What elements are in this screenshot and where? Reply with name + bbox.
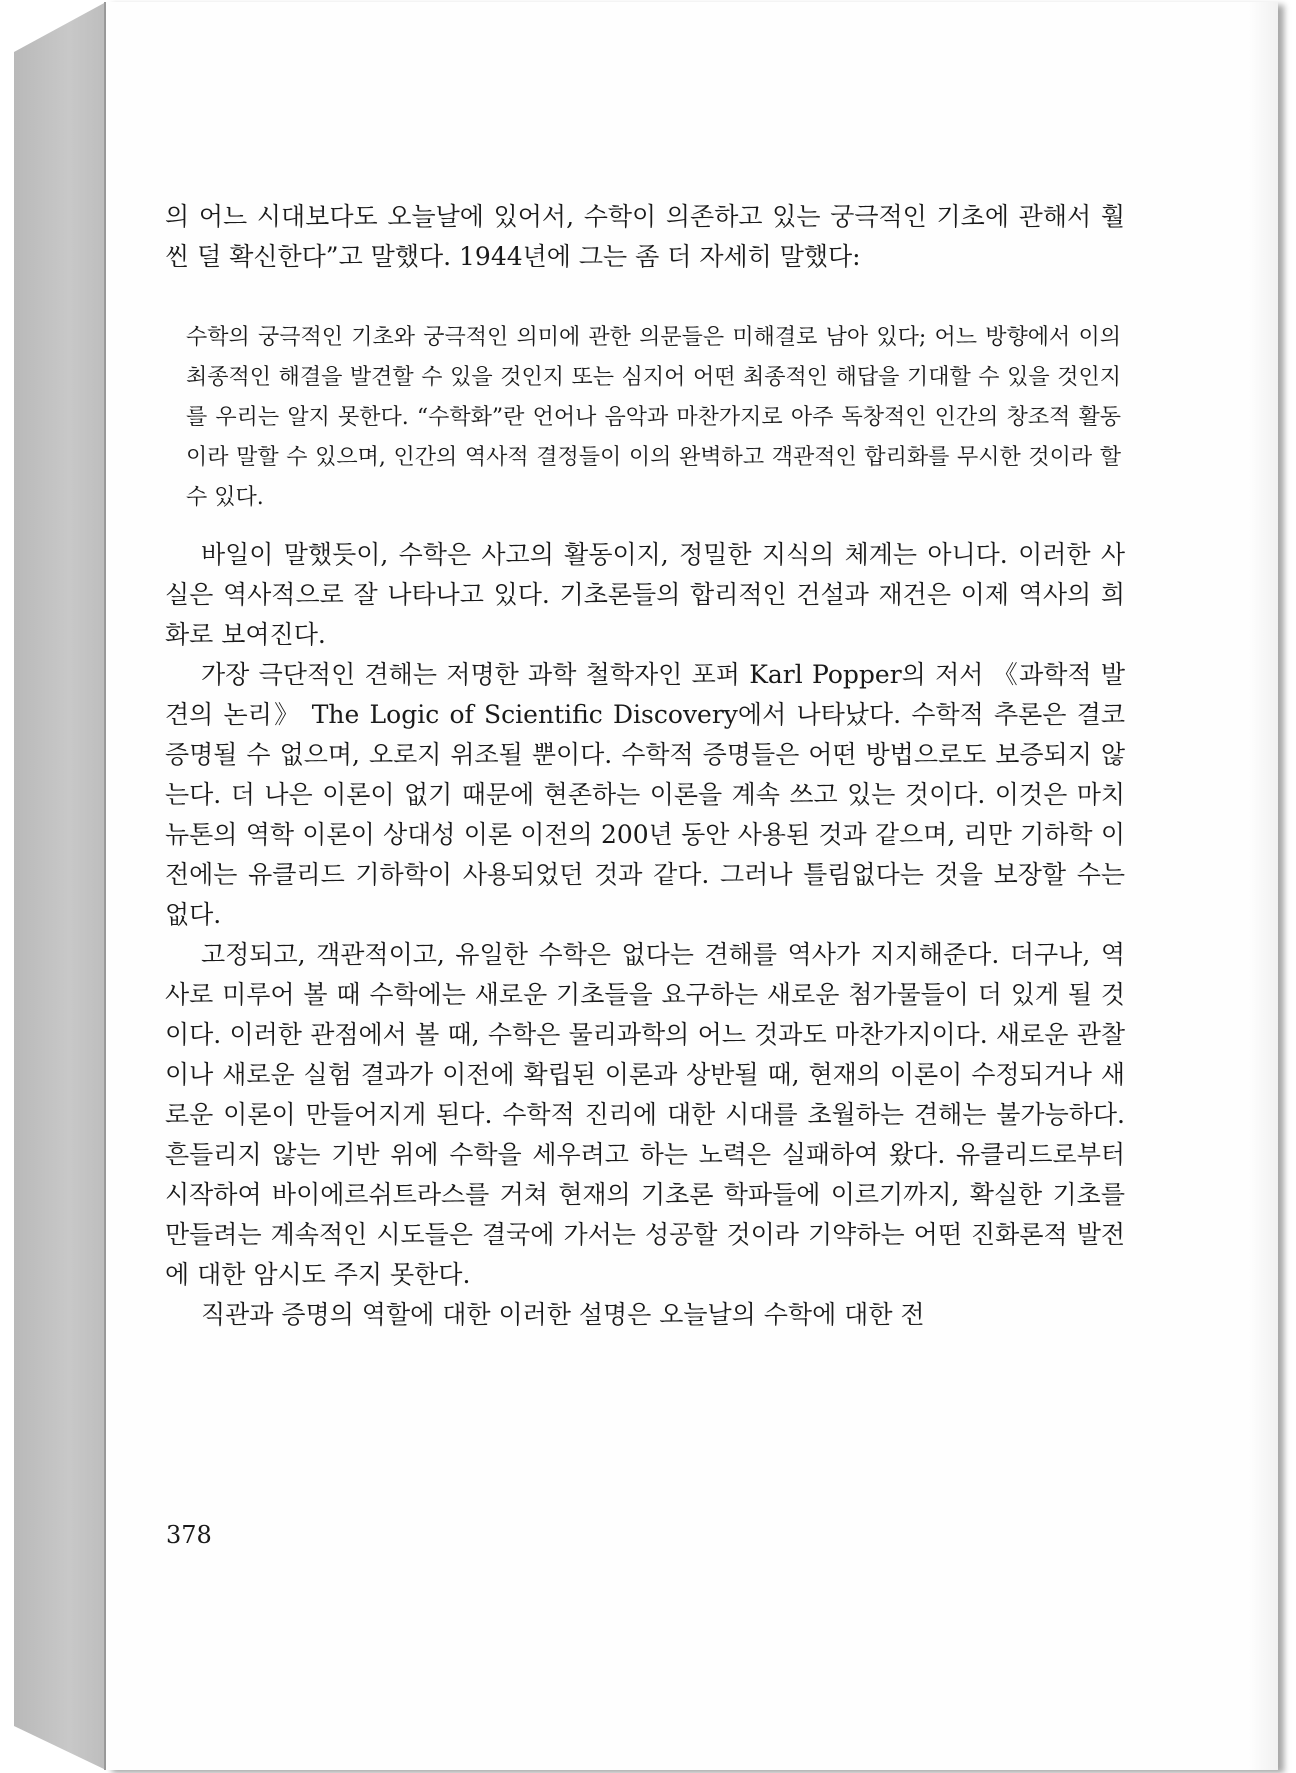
book-spine <box>14 2 106 1770</box>
paragraph-1-block <box>165 197 1125 277</box>
page-number: 378 <box>166 1521 212 1549</box>
quote-text: 수학의 궁극적인 기초와 궁극적인 의미에 관한 의문들은 미해결로 남아 있다; 어느 방향에서 이의 최종적인 해결을 발견할 수 있을 것인지 또는 심지어 어떤 최종적인 해답을 기대할 수 있을 것인지를 우리는 알지 못한다. “수학화”란 언어나 음악과 마찬가지로 아주 독창적인 인간의 창조적 활동이라 말할 수 있으며, 인간의 역사적 결정들이 이의 완벽하고 객관적인 합리화를 무시한 것이라 할 수 있다. <box>186 325 1121 510</box>
body-text <box>165 535 1125 1335</box>
paragraph-3: 가장 극단적인 견해는 저명한 과학 철학자인 포퍼 Karl Popper의 저서 《과학적 발견의 논리》 The Logic of Scientific Discovery에서 나타났다. 수학적 추론은 결코 증명될 수 없으며, 오로지 위조될 뿐이다. 수학적 증명들은 어떤 방법으로도 보증되지 않는다. 더 나은 이론이 없기 때문에 현존하는 이론을 계속 쓰고 있는 것이다. 이것은 마치 뉴톤의 역학 이론이 상대성 이론 이전의 200년 동안 사용된 것과 같으며, 리만 기하학 이전에는 유클리드 기하학이 사용되었던 것과 같다. 그러나 틀림없다는 것을 보장할 수는 없다. <box>165 660 1125 929</box>
paragraph-4: 고정되고, 객관적이고, 유일한 수학은 없다는 견해를 역사가 지지해준다. 더구나, 역사로 미루어 볼 때 수학에는 새로운 기초들을 요구하는 새로운 첨가물들이 더 있게 될 것이다. 이러한 관점에서 볼 때, 수학은 물리과학의 어느 것과도 마찬가지이다. 새로운 관찰이나 새로운 실험 결과가 이전에 확립된 이론과 상반될 때, 현재의 이론이 수정되거나 새로운 이론이 만들어지게 된다. 수학적 진리에 대한 시대를 초월하는 견해는 불가능하다. 흔들리지 않는 기반 위에 수학을 세우려고 하는 노력은 실패하여 왔다. 유클리드로부터 시작하여 바이에르쉬트라스를 거쳐 현재의 기초론 학파들에 이르기까지, 확실한 기초를 만들려는 계속적인 시도들은 결국에 가서는 성공할 것이라 기약하는 어떤 진화론적 발전에 대한 암시도 주지 못한다. <box>165 940 1125 1289</box>
paragraph-2: 바일이 말했듯이, 수학은 사고의 활동이지, 정밀한 지식의 체계는 아니다. 이러한 사실은 역사적으로 잘 나타나고 있다. 기초론들의 합리적인 건설과 재건은 이제 역사의 희화로 보여진다. <box>165 540 1125 649</box>
block-quote <box>186 318 1121 518</box>
paragraph-5: 직관과 증명의 역할에 대한 이러한 설명은 오늘날의 수학에 대한 전 <box>201 1300 925 1329</box>
paragraph-1: 의 어느 시대보다도 오늘날에 있어서, 수학이 의존하고 있는 궁극적인 기초에 관해서 훨씬 덜 확신한다”고 말했다. 1944년에 그는 좀 더 자세히 말했다: <box>165 202 1125 271</box>
